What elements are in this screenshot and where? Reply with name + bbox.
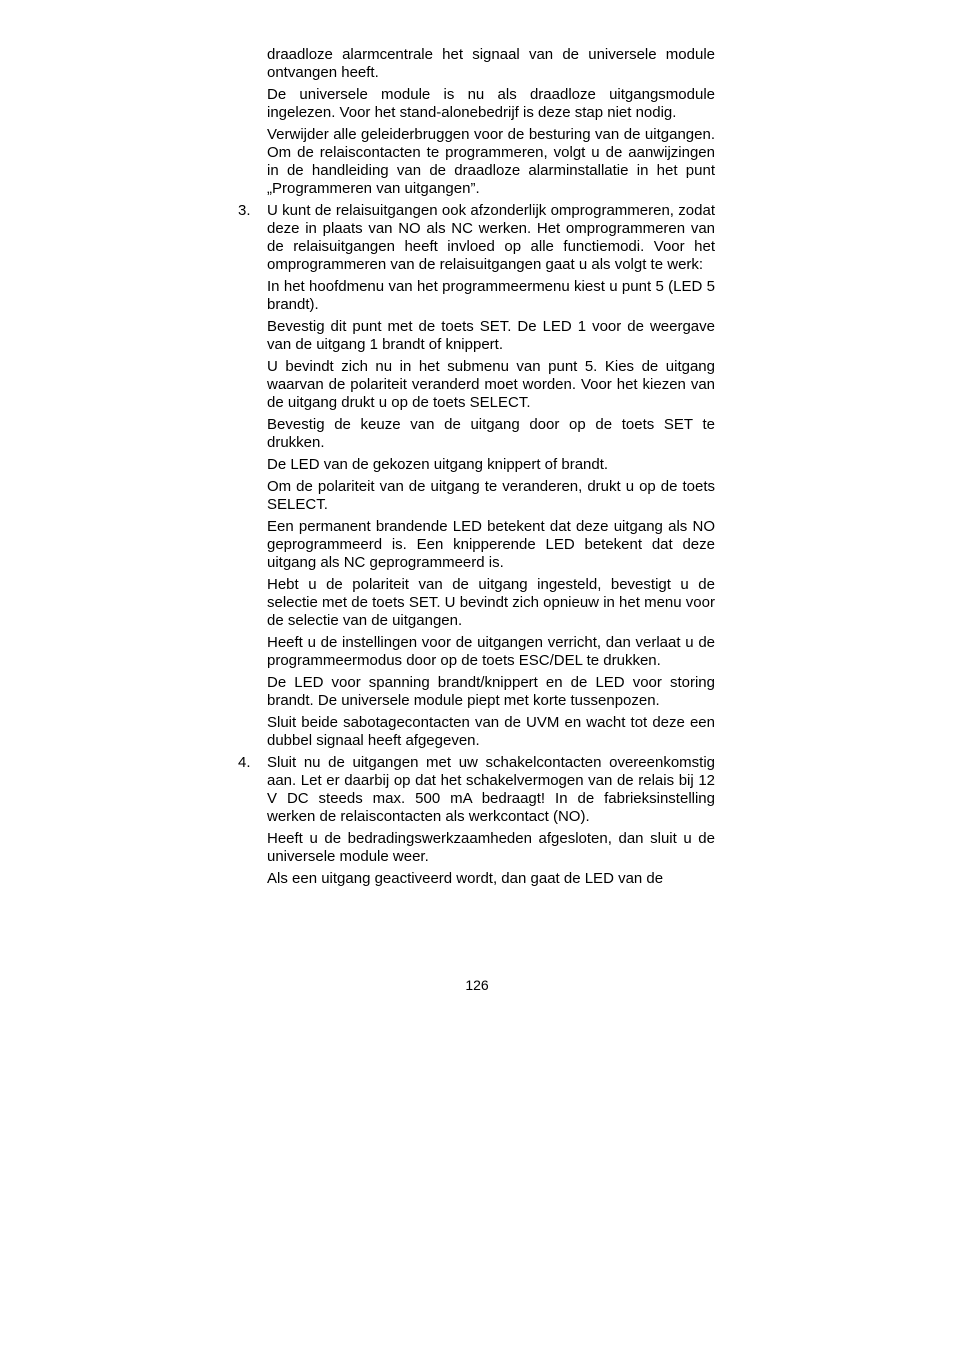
page-number: 126 [465,977,489,993]
step-number: 4. [238,754,251,771]
paragraph: Als een uitgang geactiveerd wordt, dan gaat de LED van de [267,870,664,887]
step-text: U kunt de relaisuitgangen ook afzonderlijk omprogrammeren, zodat deze in plaats van NO als NC werken. Het omprogrammeren van de relaisuitgangen heeft invloed op alle functiemodi. Voor het omprogrammeren van de relaisuitgangen gaat u als volgt te werk: [267,202,715,273]
paragraph: Bevestig dit punt met de toets SET. De LED 1 voor de weergave van de uitgang 1 brandt of knippert. [267,318,715,353]
step-text: Sluit nu de uitgangen met uw schakelcontacten overeenkomstig aan. Let er daarbij op dat het schakelvermogen van de relais bij 12 V DC steeds max. 500 mA bedraagt! In de fabrieksinstelling werken de relaiscontacten als werkcontact (NO). [267,754,715,825]
paragraph: draadloze alarmcentrale het signaal van de universele module ontvangen heeft. [267,46,715,81]
paragraph: De LED voor spanning brandt/knippert en de LED voor storing brandt. De universele module piept met korte tussenpozen. [267,674,715,709]
paragraph: Sluit beide sabotagecontacten van de UVM en wacht tot deze een dubbel signaal heeft afgegeven. [267,714,715,749]
step-number: 3. [238,202,251,219]
page-body [0,46,954,892]
paragraph: Verwijder alle geleiderbruggen voor de besturing van de uitgangen. Om de relaiscontacten te programmeren, volgt u de aanwijzingen in de handleiding van de draadloze alarminstallatie in het punt „Programmeren van uitgangen”. [267,126,715,197]
paragraph: U bevindt zich nu in het submenu van punt 5. Kies de uitgang waarvan de polariteit veranderd moet worden. Voor het kiezen van de uitgang drukt u op de toets SELECT. [267,358,715,411]
paragraph: Heeft u de instellingen voor de uitgangen verricht, dan verlaat u de programmeermodus door op de toets ESC/DEL te drukken. [267,634,715,669]
paragraph: Bevestig de keuze van de uitgang door op de toets SET te drukken. [267,416,715,451]
paragraph: De universele module is nu als draadloze uitgangsmodule ingelezen. Voor het stand-alonebedrijf is deze stap niet nodig. [267,86,715,121]
numbered-step-4 [238,754,715,826]
paragraph: In het hoofdmenu van het programmeermenu kiest u punt 5 (LED 5 brandt). [267,278,715,313]
paragraph: Om de polariteit van de uitgang te veranderen, drukt u op de toets SELECT. [267,478,715,513]
paragraph: De LED van de gekozen uitgang knippert of brandt. [267,456,609,473]
paragraph: Heeft u de bedradingswerkzaamheden afgesloten, dan sluit u de universele module weer. [267,830,715,865]
paragraph: Een permanent brandende LED betekent dat deze uitgang als NO geprogrammeerd is. Een knipperende LED betekent dat deze uitgang als NC geprogrammeerd is. [267,518,715,571]
paragraph: Hebt u de polariteit van de uitgang ingesteld, bevestigt u de selectie met de toets SET. U bevindt zich opnieuw in het menu voor de selectie van de uitgangen. [267,576,715,629]
numbered-step-3 [238,202,715,274]
